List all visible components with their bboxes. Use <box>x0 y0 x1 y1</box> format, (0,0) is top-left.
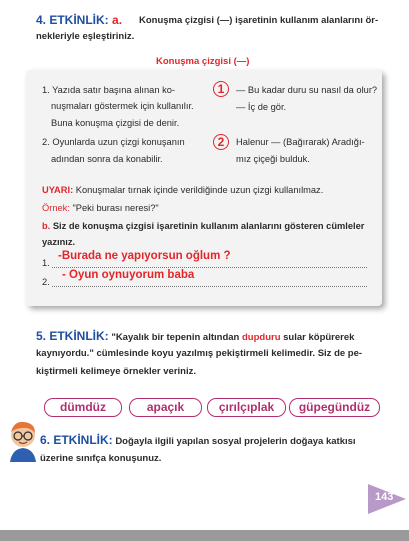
q6-number: 6. ETKİNLİK: <box>40 433 113 447</box>
q4b-letter: b. <box>42 221 51 231</box>
handwritten-answer-2: - Oyun oynuyorum baba <box>62 269 195 281</box>
ornek-label: Örnek: <box>42 203 70 213</box>
answer-word-1: dümdüz <box>44 398 122 417</box>
write-line-1[interactable] <box>52 267 367 268</box>
q4-number: 4. ETKİNLİK: <box>36 13 109 27</box>
q4b-text: Siz de konuşma çizgisi işaretinin kullanım alanlarını gösteren cümleler <box>52 221 365 231</box>
write-line-2-num: 2. <box>42 277 50 287</box>
answer-word-2: apaçık <box>129 398 202 417</box>
q5-line2: kaynıyordu." cümlesinde koyu yazılmış pekiştirmeli kelimedir. Siz de pe- <box>36 348 363 359</box>
uyari-label: UYARI: <box>42 185 74 195</box>
example2-line2: mız çiçeği bulduk. <box>236 154 310 164</box>
rule1-line3: Buna konuşma çizgisi de denir. <box>51 118 180 128</box>
answer-word-4: güpegündüz <box>289 398 380 417</box>
q6-text-1: Doğayla ilgili yapılan sosyal projelerin doğaya katkısı <box>115 436 356 447</box>
example2-line1: Halenur — (Bağırarak) Aradığı- <box>236 137 365 147</box>
write-line-1-num: 1. <box>42 258 50 268</box>
student-mascot-illustration <box>4 418 42 462</box>
q5-number: 5. ETKİNLİK: <box>36 329 109 343</box>
q5-line1 <box>36 328 354 346</box>
rule1-line1: 1. Yazıda satır başına alınan ko- <box>42 85 175 95</box>
q4-title <box>36 12 122 29</box>
rule2-line2: adından sonra da konabilir. <box>51 154 163 164</box>
ornek-text: "Peki burası neresi?" <box>72 203 159 213</box>
answer-circle-2: 2 <box>213 134 229 150</box>
q6-line2: üzerine sınıfça konuşunuz. <box>40 453 162 464</box>
ornek <box>42 200 159 216</box>
q5-highlight: dupduru <box>241 332 281 343</box>
q4b-line2: yazınız. <box>42 237 76 247</box>
page-number: 143 <box>375 491 394 503</box>
q5-line3: kiştirmeli kelimeye örnekler veriniz. <box>36 366 197 377</box>
handwritten-answer-1: -Burada ne yapıyorsun oğlum ? <box>58 250 231 262</box>
rule2-line1: 2. Oyunlarda uzun çizgi konuşanın <box>42 137 185 147</box>
q5-text-pre: "Kayalık bir tepenin altından <box>111 332 242 343</box>
uyari <box>42 182 323 198</box>
write-line-2[interactable] <box>52 286 367 287</box>
q4b-line1 <box>42 218 364 234</box>
example1-line1: — Bu kadar duru su nasıl da olur? <box>236 85 378 95</box>
q5-text-post: sular köpürerek <box>280 332 355 343</box>
answer-word-3: çırılçıplak <box>207 398 286 417</box>
example1-line2: — İç de gör. <box>236 102 287 112</box>
answer-circle-1: 1 <box>213 81 229 97</box>
q4-text-2: nekleriyle eşleştiriniz. <box>36 31 135 42</box>
q4-text-1: Konuşma çizgisi (—) işaretinin kullanım alanlarını ör- <box>139 15 379 26</box>
q4-box-title: Konuşma çizgisi (—) <box>156 56 250 67</box>
bottom-bar <box>0 530 409 541</box>
q6-line1 <box>40 432 356 450</box>
uyari-text: Konuşmalar tırnak içinde verildiğinde uzun çizgi kullanılmaz. <box>75 185 324 195</box>
rule1-line2: nuşmaları göstermek için kullanılır. <box>51 101 194 111</box>
q4-letter: a. <box>112 13 123 27</box>
